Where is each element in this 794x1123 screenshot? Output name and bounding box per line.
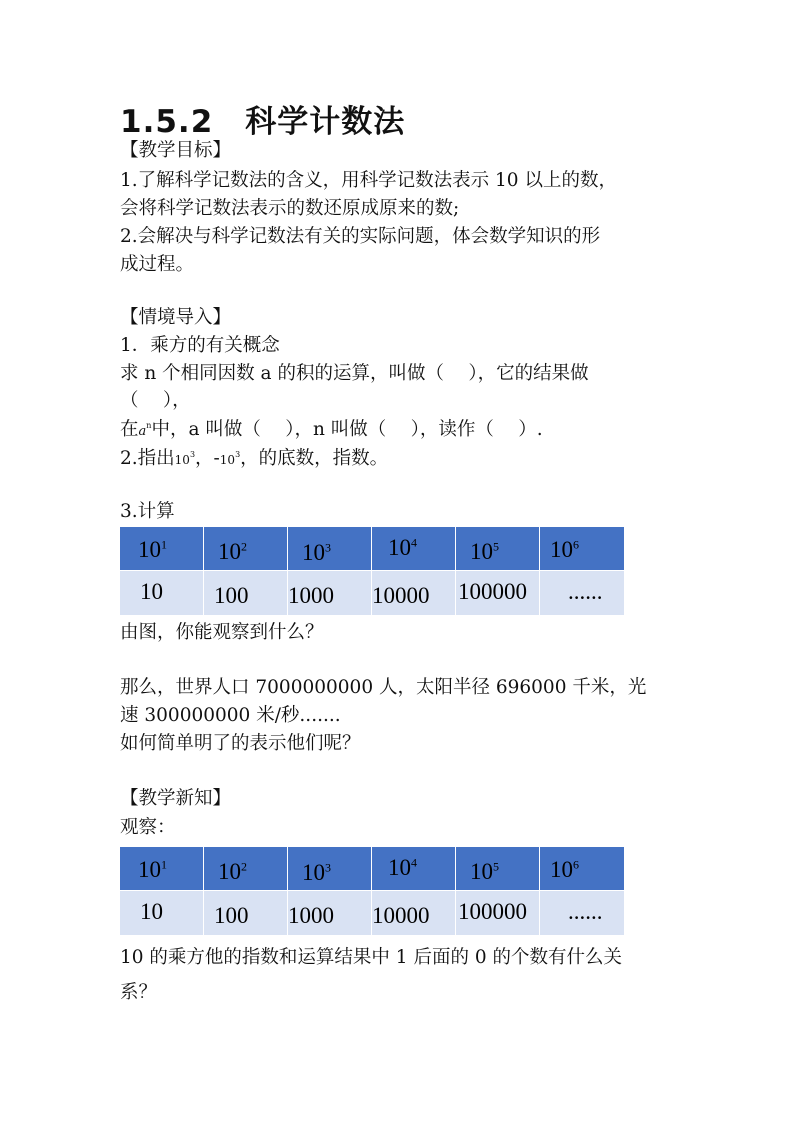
power-exponent: 1 xyxy=(161,857,167,872)
header-cell-power xyxy=(540,847,624,891)
powers-table-1 xyxy=(120,527,624,615)
value-cell: 10 xyxy=(140,899,163,924)
objective-line-1: 1.了解科学记数法的含义，用科学记数法表示 10 以上的数， xyxy=(120,170,617,191)
header-cell-power xyxy=(120,847,204,891)
header-cell-power xyxy=(372,527,456,571)
value-cell: 100000 xyxy=(458,579,527,604)
table-column-divider xyxy=(371,847,372,935)
value-cell: 100000 xyxy=(458,899,527,924)
page-title: 1.5.2 科学计数法 xyxy=(120,104,406,140)
power-exponent: 2 xyxy=(241,859,247,874)
power-base: 10 xyxy=(302,540,325,565)
relationship-question-line-1: 10 的乘方他的指数和运算结果中 1 后面的 0 的个数有什么关 xyxy=(120,947,622,968)
power-exponent: 3 xyxy=(325,540,331,555)
intro-q1-line2: （ ）， xyxy=(120,390,191,411)
table-column-divider xyxy=(203,847,204,935)
power-base: 10 xyxy=(218,859,241,884)
table-value-row xyxy=(120,891,624,935)
power-exponent: 3 xyxy=(325,860,331,875)
table-value-row xyxy=(120,571,624,615)
power-exponent: 6 xyxy=(573,537,579,552)
relationship-question-line-2: 系？ xyxy=(120,982,158,1003)
power-base: 10 xyxy=(302,860,325,885)
table-column-divider xyxy=(371,527,372,615)
q2-exponent-2: 3 xyxy=(235,449,241,459)
facts-line-1: 那么，世界人口 7000000000 人，太阳半径 696000 千米，光 xyxy=(120,677,647,698)
power-base: 10 xyxy=(218,539,241,564)
power-expression-exponent: n xyxy=(146,420,152,430)
table-header-row xyxy=(120,527,624,571)
power-exponent: 5 xyxy=(493,539,499,554)
power-exponent: 4 xyxy=(411,535,417,550)
header-cell-power xyxy=(204,527,288,571)
powers-table-2 xyxy=(120,847,624,935)
table-column-divider xyxy=(287,847,288,935)
intro-q2-pre: 2.指出 xyxy=(120,448,175,469)
objectives-heading: 【教学目标】 xyxy=(120,140,232,161)
power-exponent: 1 xyxy=(161,537,167,552)
objective-line-4: 成过程。 xyxy=(120,254,195,275)
q2-base-1: 10 xyxy=(174,453,190,467)
intro-q2-post: ，的底数，指数。 xyxy=(240,448,389,469)
intro-q2 xyxy=(120,446,388,473)
value-cell: 10000 xyxy=(372,903,430,928)
power-base: 10 xyxy=(388,535,411,560)
power-exponent: 5 xyxy=(493,859,499,874)
power-base: 10 xyxy=(388,855,411,880)
value-cell: 100 xyxy=(214,903,249,928)
intro-q1-title: 1．乘方的有关概念 xyxy=(120,335,280,356)
table-column-divider xyxy=(203,527,204,615)
table-column-divider xyxy=(539,847,540,935)
table-column-divider xyxy=(287,527,288,615)
header-cell-power xyxy=(540,527,624,571)
power-base: 10 xyxy=(470,859,493,884)
q2-mid: ，- xyxy=(195,448,220,469)
objective-line-2: 会将科学记数法表示的数还原成原来的数; xyxy=(120,198,460,219)
value-cell: 1000 xyxy=(288,903,334,928)
power-base: 10 xyxy=(550,857,573,882)
table-column-divider xyxy=(539,527,540,615)
header-cell-power xyxy=(288,847,372,891)
power-expression-base: a xyxy=(138,424,147,439)
value-cell: 1000 xyxy=(288,583,334,608)
new-knowledge-heading: 【教学新知】 xyxy=(120,788,232,809)
table-header-row xyxy=(120,847,624,891)
intro-q1-line3 xyxy=(120,417,543,445)
value-cell: 10000 xyxy=(372,583,430,608)
power-exponent: 2 xyxy=(241,539,247,554)
intro-heading: 【情境导入】 xyxy=(120,307,232,328)
power-base: 10 xyxy=(138,857,161,882)
power-exponent: 4 xyxy=(411,855,417,870)
facts-question: 如何简单明了的表示他们呢？ xyxy=(120,733,361,754)
intro-q1-line3-pre: 在 xyxy=(120,419,139,440)
value-cell: ...... xyxy=(568,579,603,604)
intro-q1-line3-post: 中，a 叫做（ ），n 叫做（ ），读作（ ）. xyxy=(151,419,543,440)
q2-exponent-1: 3 xyxy=(189,449,196,459)
q2-base-2: 10 xyxy=(219,453,236,467)
header-cell-power xyxy=(372,847,456,891)
facts-line-2: 速 300000000 米/秒....... xyxy=(120,705,341,726)
header-cell-power xyxy=(456,847,540,891)
observe-label: 观察： xyxy=(120,817,176,838)
power-base: 10 xyxy=(470,539,493,564)
header-cell-power xyxy=(288,527,372,571)
intro-q3-title: 3.计算 xyxy=(120,501,175,522)
value-cell: 10 xyxy=(140,579,163,604)
power-base: 10 xyxy=(550,537,573,562)
intro-q1-line1: 求 n 个相同因数 a 的积的运算，叫做（ ），它的结果做 xyxy=(120,363,589,384)
observe-question: 由图，你能观察到什么？ xyxy=(120,622,324,643)
power-exponent: 6 xyxy=(573,857,579,872)
value-cell: 100 xyxy=(214,583,249,608)
objective-line-3: 2.会解决与科学记数法有关的实际问题，体会数学知识的形 xyxy=(120,226,601,247)
table-column-divider xyxy=(455,847,456,935)
header-cell-power xyxy=(204,847,288,891)
value-cell: ...... xyxy=(568,899,603,924)
table-row-divider xyxy=(120,570,624,571)
power-base: 10 xyxy=(138,537,161,562)
header-cell-power xyxy=(456,527,540,571)
header-cell-power xyxy=(120,527,204,571)
table-column-divider xyxy=(455,527,456,615)
table-row-divider xyxy=(120,890,624,891)
